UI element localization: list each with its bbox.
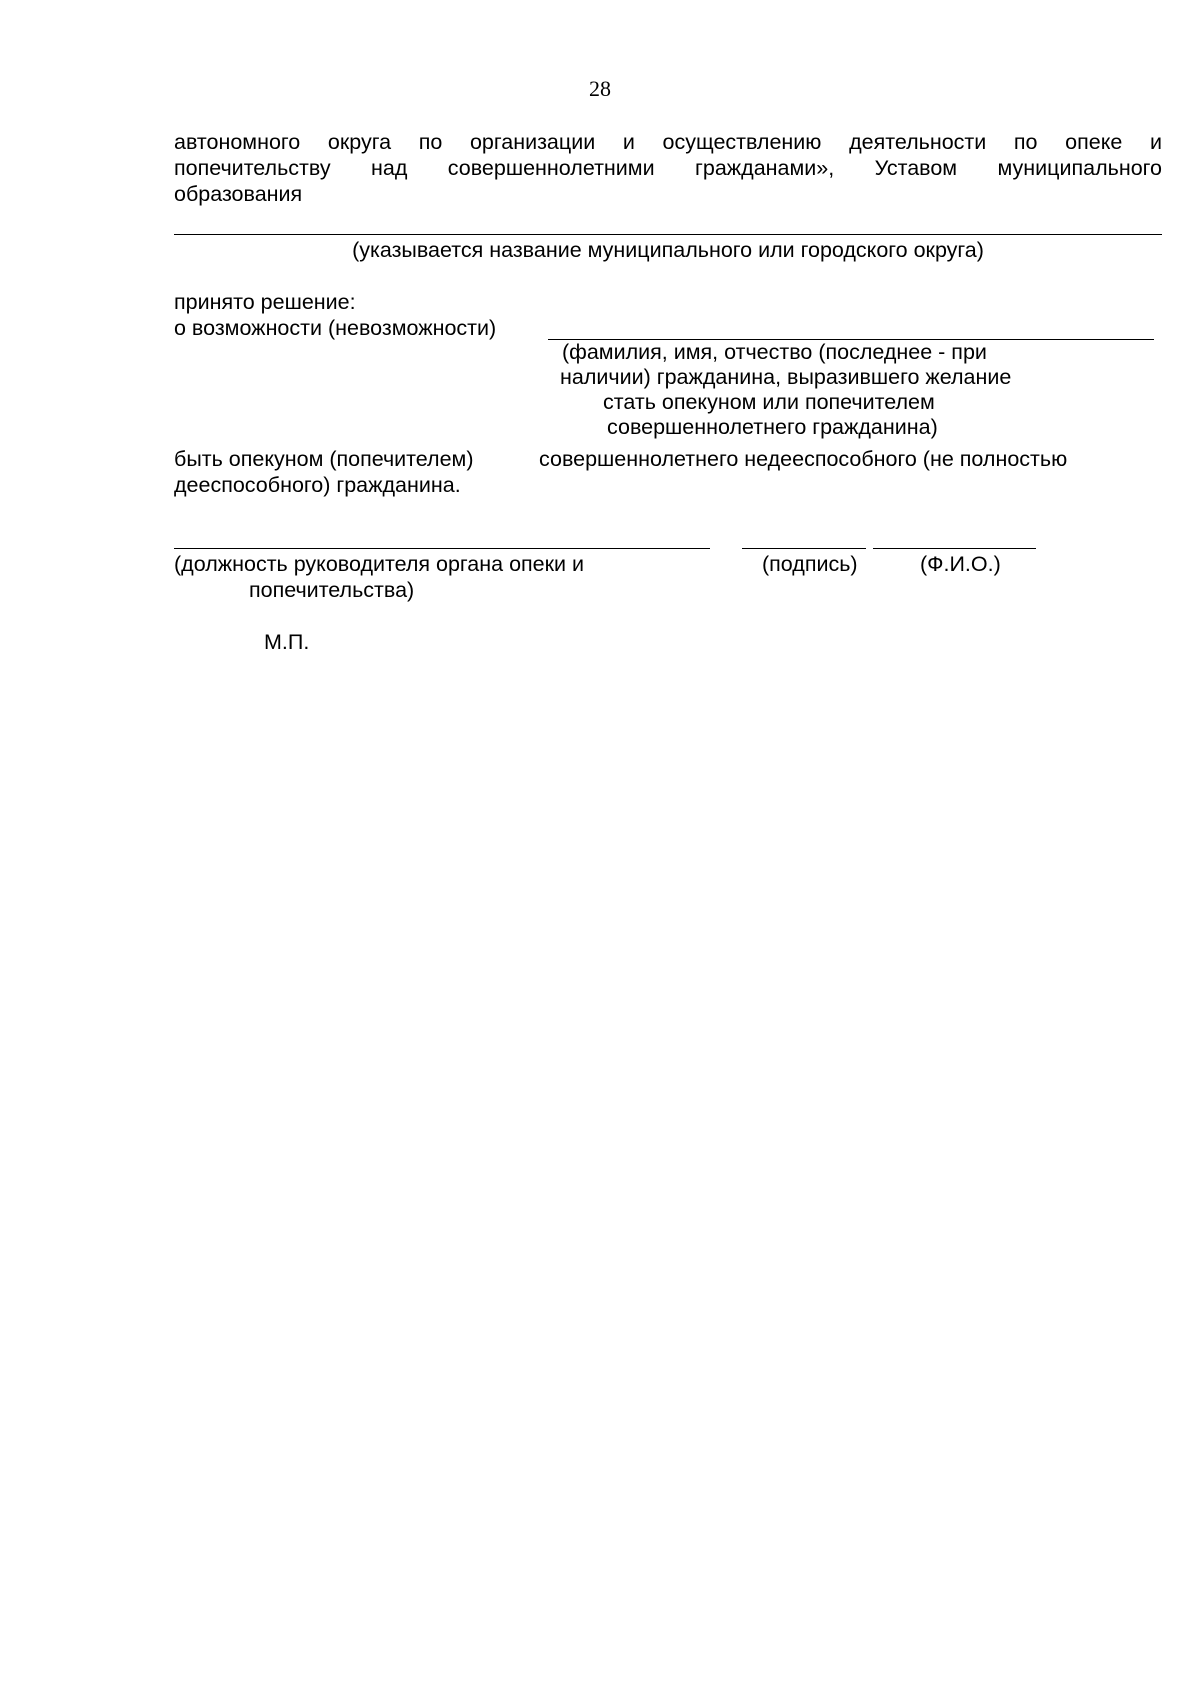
signature-caption: (подпись)	[762, 552, 858, 576]
position-caption-line-2: попечительства)	[249, 578, 415, 602]
decision-heading: принято решение:	[174, 290, 356, 314]
page-number: 28	[589, 76, 611, 101]
municipality-name-line[interactable]	[174, 234, 1162, 235]
name-caption-line-3: стать опекуном или попечителем	[603, 390, 935, 414]
guardian-text-line-2: дееспособного) гражданина.	[174, 473, 461, 497]
name-caption	[548, 340, 1078, 440]
fio-line[interactable]	[873, 548, 1036, 549]
stamp-label: М.П.	[264, 630, 310, 654]
guardian-text-left: быть опекуном (попечителем)	[174, 447, 474, 471]
municipality-caption: (указывается название муниципального или городского округа)	[352, 238, 984, 262]
name-caption-line-4: совершеннолетнего гражданина)	[607, 415, 938, 439]
possibility-label: о возможности (невозможности)	[174, 316, 497, 340]
position-caption-line-1: (должность руководителя органа опеки и	[174, 552, 585, 576]
position-line[interactable]	[174, 548, 710, 549]
intro-line-3: образования	[174, 182, 303, 206]
intro-line-2: попечительству над совершеннолетними гражданами», Уставом муниципального	[174, 156, 1162, 180]
guardian-text-right: совершеннолетнего недееспособного (не полностью	[539, 447, 1068, 471]
intro-line-1: автономного округа по организации и осуществлению деятельности по опеке и	[174, 130, 1162, 154]
intro-paragraph	[174, 129, 1162, 207]
name-caption-line-2: наличии) гражданина, выразившего желание	[560, 365, 1012, 389]
signature-line[interactable]	[742, 548, 866, 549]
name-caption-line-1: (фамилия, имя, отчество (последнее - при	[562, 340, 987, 364]
fio-caption: (Ф.И.О.)	[920, 552, 1001, 576]
